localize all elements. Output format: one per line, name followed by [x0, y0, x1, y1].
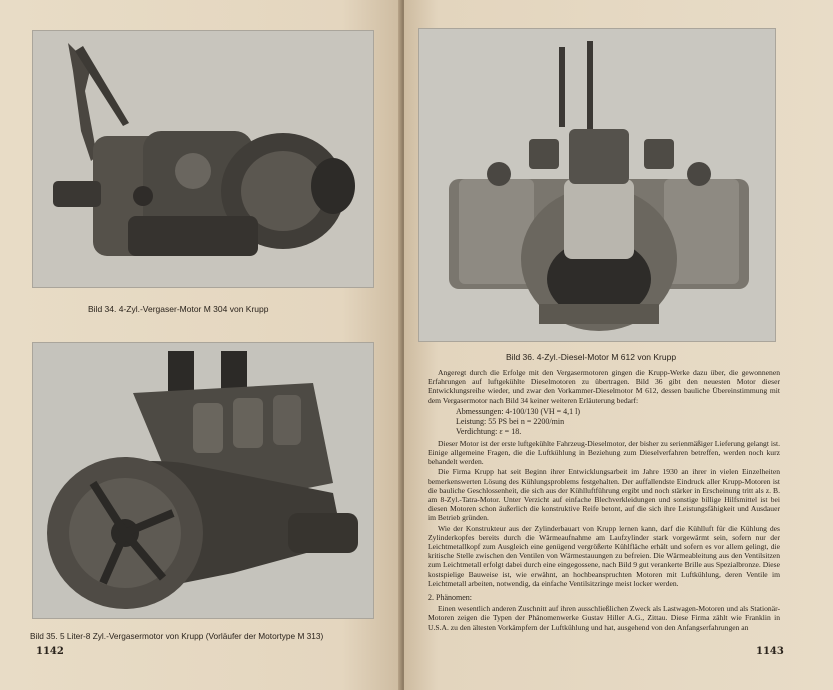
left-page: [0, 0, 402, 690]
figure-34-caption: Bild 34. 4-Zyl.-Vergaser-Motor M 304 von Krupp: [88, 304, 269, 314]
paragraph: Wie der Konstrukteur aus der Zylinderbauart von Krupp lernen kann, darf die Kühlluft für die Kühlung des Zylinderkopfes bereits durch die Wärmeaufnahme am Laufzylinder stark vorgewärmt sein, sofern nur der Leichtmetallkopf zum Ausgleich eine genügend vergrößerte Kühlfläche erhält und sofern es vor allem gelingt, die kritische Stelle zwischen den Ventilen von Wärmestauungen zu befreien. Die Wärmeableitung aus den Ventilsitzen zum Leichtmetall erfolgt dabei durch eine eingegossene, nach Bild 9 gut verankerte Brille aus Spezialbronze. Diese kostspielige Bauweise ist, wie erwähnt, an hochbeanspruchten Motoren mit Luftkühlung, deren Ventile im Leichtmetall arbeiten, notwendig, da einfache Ventilsitzringe meist locker werden.: [428, 523, 780, 588]
paragraph: Die Firma Krupp hat seit Beginn ihrer Entwicklungsarbeit im Jahre 1930 an ihrer in vielen Einzelheiten bemerkenswerten Lösung des Kühlungsproblems festgehalten. Der auffallendste Eindruck aller Krupp-Motoren ist die bauliche Geschlossenheit, die sich aus der Kühlluftführung ergibt und noch stärker in Erscheinung tritt als z. B. am 8-Zyl.-Tatra-Motor. Unter Verzicht auf einfache Blechverkleidungen und sonstige billige Hilfsmittel ist bei diesen Motoren schon äußerlich die konstruktive Reife betont, auf die sich ihre Leistungsfähigkeit und Ausdauer im Betrieb gründen.: [428, 467, 780, 523]
figure-36-caption: Bild 36. 4-Zyl.-Diesel-Motor M 612 von Krupp: [506, 352, 677, 362]
engine-m304-image: [33, 31, 373, 287]
article-text: [428, 368, 780, 633]
figure-35-photo: [32, 342, 374, 619]
spec-dimensions: Abmessungen: 4-100/130 (VH = 4,1 l): [456, 406, 581, 416]
page-number-right: 1143: [756, 646, 784, 657]
figure-34-photo: [32, 30, 374, 288]
spec-compression: Verdichtung: ε = 18.: [456, 426, 522, 436]
engine-specifications: [456, 407, 780, 437]
spec-power: Leistung: 55 PS bei n = 2200/min: [456, 416, 565, 426]
section-heading: 2. Phänomen:: [428, 593, 472, 603]
figure-36-photo: [418, 28, 776, 342]
figure-35-caption: Bild 35. 5 Liter-8 Zyl.-Vergasermotor von Krupp (Vorläufer der Motortype M 313): [30, 631, 324, 641]
engine-8-cylinder-image: [33, 343, 373, 618]
paragraph: Einen wesentlich anderen Zuschnitt auf ihren ausschließlichen Zweck als Lastwagen-Motoren und als Stationär-Motoren zeigen die Typen der Phänomenwerke Gustav Hiller A.G., Zittau. Diese Firma zählt wie Franklin in U.S.A. zu den ältesten Vorkämpfern der Luftkühlung und hat, ausgehend von den Anfangserfahrungen an: [428, 604, 780, 632]
page-number-left: 1142: [36, 646, 64, 657]
paragraph: Dieser Motor ist der erste luftgekühlte Fahrzeug-Dieselmotor, der bisher zu serienmäßiger Lieferung gelangt ist. Einige allgemeine Fragen, die die Luftkühlung in Beziehung zum Dieselverfahren betreffen, werden noch kurz behandelt werden.: [428, 438, 780, 467]
paragraph: Angeregt durch die Erfolge mit den Vergasermotoren gingen die Krupp-Werke dazu über, die gewonnenen Erfahrungen auf luftgekühlte Dieselmotoren zu übertragen. Bild 36 gibt den neuesten Motor dieser Entwicklungsreihe wieder, und zwar den Vorkammer-Dieselmotor M 612, dessen bauliche Übereinstimmung mit dem Vergasermotor nach Bild 34 keiner weiteren Erläuterung bedarf:: [428, 368, 780, 405]
engine-m612-image: [419, 29, 775, 341]
